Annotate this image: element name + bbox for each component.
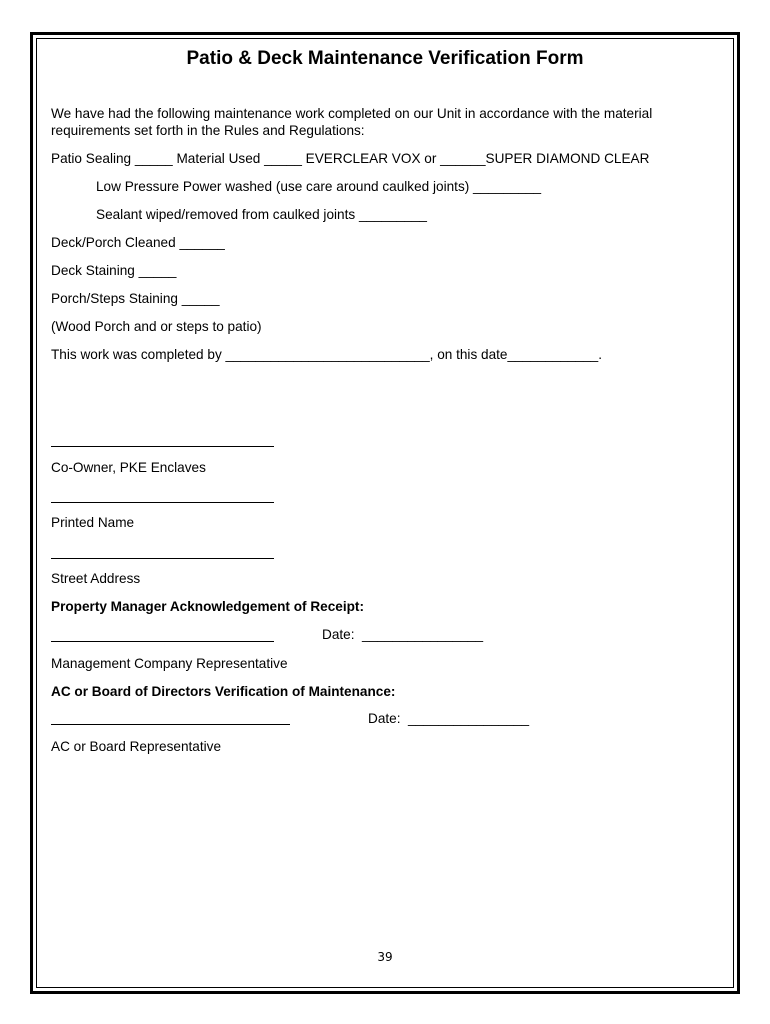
printed-name-label: Printed Name xyxy=(51,515,135,530)
intro-line-1: We have had the following maintenance work completed on our Unit in accordance with the material xyxy=(51,106,653,121)
property-manager-signature-line[interactable] xyxy=(51,641,274,642)
sealant-wiped-line[interactable]: Sealant wiped/removed from caulked joints _________ xyxy=(96,207,427,222)
wood-porch-note: (Wood Porch and or steps to patio) xyxy=(51,319,262,334)
porch-steps-staining-line[interactable]: Porch/Steps Staining _____ xyxy=(51,291,220,306)
power-washed-line[interactable]: Low Pressure Power washed (use care around caulked joints) _________ xyxy=(96,179,542,194)
completed-by-line[interactable]: This work was completed by ___________________________, on this date____________. xyxy=(51,347,602,362)
printed-name-line[interactable] xyxy=(51,502,274,503)
deck-porch-cleaned-line[interactable]: Deck/Porch Cleaned ______ xyxy=(51,235,225,250)
page-number: 39 xyxy=(377,950,393,964)
property-manager-heading: Property Manager Acknowledgement of Receipt: xyxy=(51,599,364,614)
co-owner-label: Co-Owner, PKE Enclaves xyxy=(51,460,206,475)
form-title: Patio & Deck Maintenance Verification Form xyxy=(186,48,584,69)
management-rep-label: Management Company Representative xyxy=(51,656,288,671)
deck-staining-line[interactable]: Deck Staining _____ xyxy=(51,263,177,278)
ac-board-date[interactable]: Date: ________________ xyxy=(368,711,530,726)
ac-board-signature-line[interactable] xyxy=(51,724,290,725)
property-manager-date[interactable]: Date: ________________ xyxy=(322,627,484,642)
co-owner-signature-line[interactable] xyxy=(51,446,274,447)
patio-sealing-line[interactable]: Patio Sealing _____ Material Used _____ EVERCLEAR VOX or ______SUPER DIAMOND CLEAR xyxy=(51,151,650,166)
ac-board-rep-label: AC or Board Representative xyxy=(51,739,222,754)
street-address-line[interactable] xyxy=(51,558,274,559)
ac-board-heading: AC or Board of Directors Verification of Maintenance: xyxy=(51,684,396,699)
intro-line-2: requirements set forth in the Rules and Regulations: xyxy=(51,123,365,138)
street-address-label: Street Address xyxy=(51,571,141,586)
